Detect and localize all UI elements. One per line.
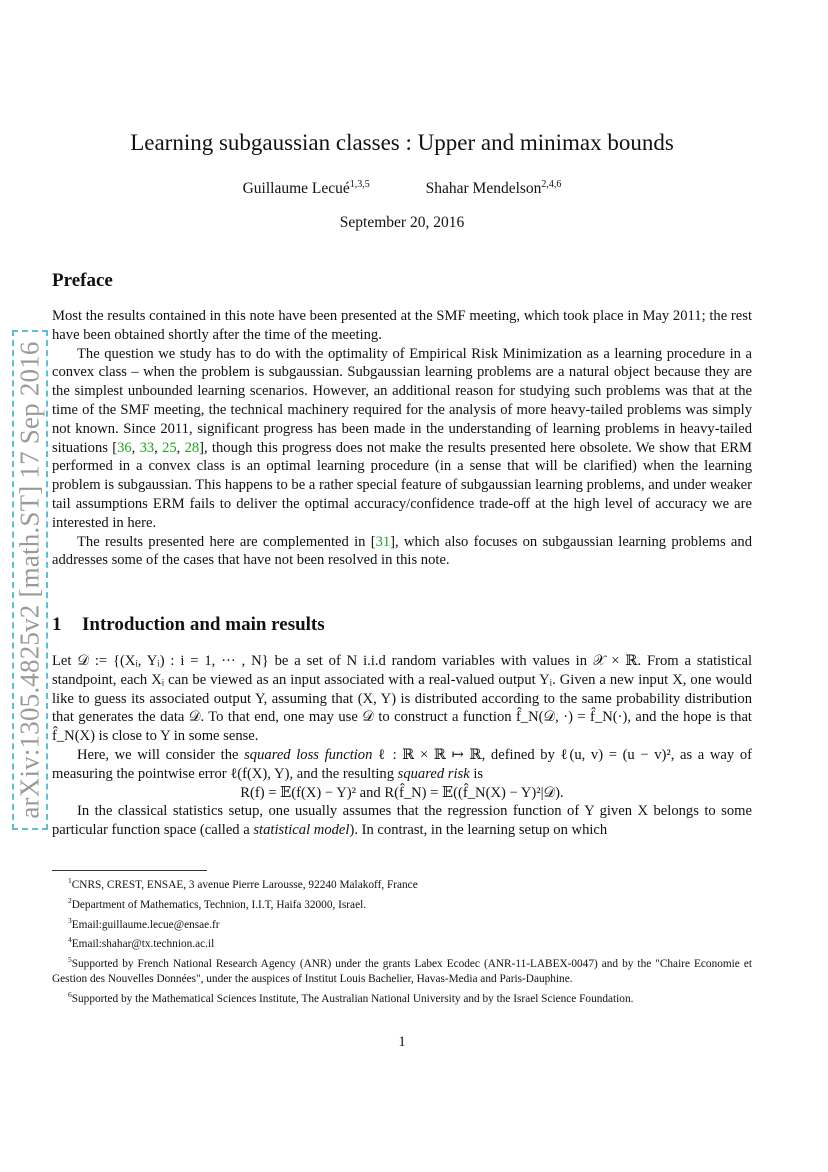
footnote-3: $^3$Email:guillaume.lecue@ensae.fr xyxy=(68,915,220,931)
preface-paragraph-3: The results presented here are complemented in [31], which also focuses on subgaussian learning problems and addresses some of the cases that have not been resolved in this note. xyxy=(52,533,752,569)
intro-paragraph-1: Let 𝒟 := {(Xᵢ, Yᵢ) : i = 1, ··· , N} be a set of N i.i.d random variables with values in 𝒳 × ℝ. From a statistical standpoint, each Xᵢ can be viewed as an input associated with a real-valued output Yᵢ. Given a new input X, one would like to guess its associated output Y, assuming that (X, Y) is distributed according to the same probability distribution that generates the data 𝒟. To that end, one may use 𝒟 to construct a function f̂_N(𝒟, ·) = f̂_N(·), and the hope is that f̂_N(X) is close to Y in some sense. xyxy=(52,653,752,745)
section-title: Introduction and main results xyxy=(82,614,325,635)
arxiv-stamp xyxy=(12,330,48,830)
preface-heading: Preface xyxy=(52,270,113,291)
author-2: Shahar Mendelson$^{2,4,6}$ xyxy=(425,179,562,198)
risk-formula: R(f) = 𝔼(f(X) − Y)² and R(f̂_N) = 𝔼((f̂_N(X) − Y)²|𝒟). xyxy=(240,784,564,801)
footnote-4: $^4$Email:shahar@tx.technion.ac.il xyxy=(68,935,215,951)
section-1-heading xyxy=(52,614,325,636)
citation-link[interactable]: 28 xyxy=(184,439,200,456)
footnote-6: $^6$Supported by the Mathematical Sciences Institute, The Australian National University and by the Israel Science Foundation. xyxy=(68,989,634,1005)
intro-paragraph-2: Here, we will consider the squared loss function ℓ : ℝ × ℝ ↦ ℝ, defined by ℓ(u, v) = (u − v)², as a way of measuring the pointwise error ℓ(f(X), Y), and the resulting squared risk is xyxy=(52,746,752,782)
preface-body xyxy=(52,307,752,570)
citation-link[interactable]: 36 xyxy=(117,439,132,456)
paper-date: September 20, 2016 xyxy=(339,214,465,231)
preface-paragraph-1: Most the results contained in this note have been presented at the SMF meeting, which took place in May 2011; the rest have been obtained shortly after the time of the meeting. xyxy=(52,308,752,343)
author-line xyxy=(52,179,752,198)
citation-link[interactable]: 25 xyxy=(162,439,177,456)
footnote-5: $^5$Supported by French National Research Agency (ANR) under the grants Labex Ecodec (ANR-11-LABEX-0047) and by the "Chaire Economie et Gestion des Nouvelles Données", under the auspices of Institut Louis Bachelier, Havas-Media and Paris-Dauphine. xyxy=(52,955,752,985)
author-1: Guillaume Lecué$^{1,3,5}$ xyxy=(242,179,370,198)
paper-title: Learning subgaussian classes : Upper and minimax bounds xyxy=(130,130,674,155)
footnote-1: $^1$CNRS, CREST, ENSAE, 3 avenue Pierre Larousse, 92240 Malakoff, France xyxy=(68,876,418,891)
footnotes xyxy=(52,873,752,1007)
intro-body xyxy=(52,652,752,840)
citation-link[interactable]: 33 xyxy=(139,439,155,456)
footnote-2: $^2$Department of Mathematics, Technion, I.I.T, Haifa 32000, Israel. xyxy=(68,895,367,911)
intro-paragraph-3: In the classical statistics setup, one usually assumes that the regression function of Y given X belongs to some particular function space (called a statistical model). In contrast, in the learning setup on which xyxy=(52,803,752,839)
footnote-rule xyxy=(52,870,207,871)
section-number: 1 xyxy=(52,614,62,635)
page-number: 1 xyxy=(398,1034,406,1050)
citation-link[interactable]: 31 xyxy=(375,533,391,550)
arxiv-identifier: arXiv:1305.4825v2 [math.ST] 17 Sep 2016 xyxy=(14,341,45,819)
preface-paragraph-2: The question we study has to do with the optimality of Empirical Risk Minimization as a learning procedure in a convex class – when the problem is subgaussian. Subgaussian learning problems are a natural object because they are the simplest unbounded learning scenarios. However, an additional reason for studying such problems was that at the time of the SMF meeting, the technical machinery required for the analysis of more heavy-tailed problems was simply not known. Since 2011, significant progress has been made in the understanding of learning problems in heavy-tailed situations [36, 33, 25, 28], though this progress does not make the results presented here obsolete. We show that ERM performed in a convex class is an optimal learning procedure (in a sense that will be clarified) when the learning problem is subgaussian. This happens to be a rather special feature of subgaussian learning problems, and under weaker tail assumptions ERM fails to deliver the optimal accuracy/confidence trade-off at the high level of accuracy we are interested in here. xyxy=(52,345,752,531)
